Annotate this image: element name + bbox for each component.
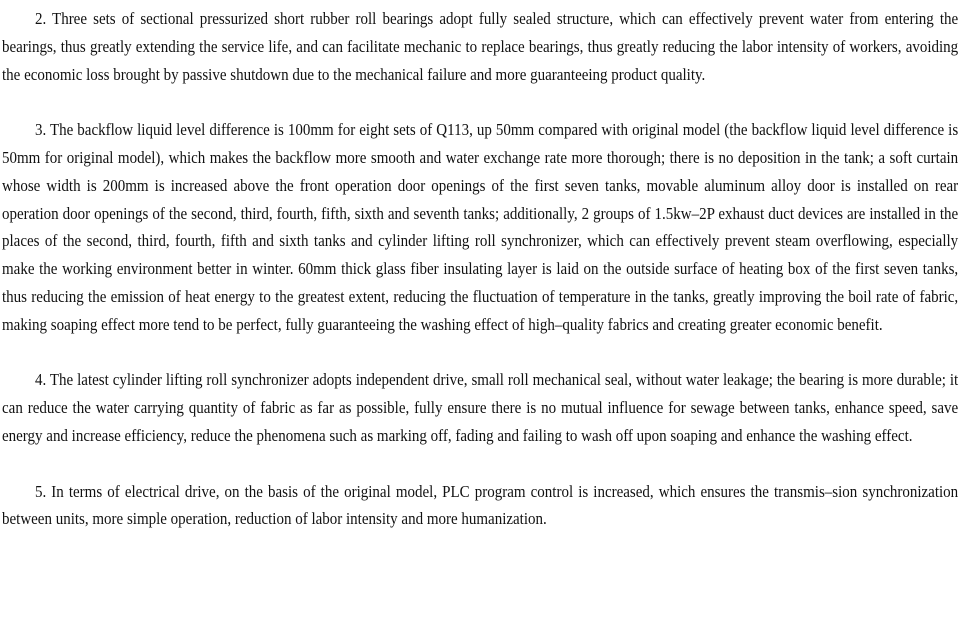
paragraph-item-4: 4. The latest cylinder lifting roll synchronizer adopts independent drive, small roll mechanical seal, without water leakage; the bearing is more durable; it can reduce the water carrying quantity of fabric as far as possible, fully ensure there is no mutual influence for sewage between tanks, enhance speed, save energy and increase efficiency, reduce the phenomena such as marking off, fading and failing to wash off upon soaping and enhance the washing effect. <box>2 370 959 445</box>
paragraph-item-2: 2. Three sets of sectional pressurized short rubber roll bearings adopt fully sealed structure, which can effectively prevent water from entering the bearings, thus greatly extending the service life, and can facilitate mechanic to replace bearings, thus greatly reducing the labor intensity of workers, avoiding the economic loss brought by passive shutdown due to the mechanical failure and more guaranteeing product quality. <box>2 9 959 84</box>
paragraph-item-3: 3. The backflow liquid level difference is 100mm for eight sets of Q113, up 50mm compared with original model (the backflow liquid level difference is 50mm for original model), which makes the backflow more smooth and water exchange rate more thorough; there is no deposition in the tank; a soft curtain whose width is 200mm is increased above the front operation door openings of the first seven tanks, movable aluminum alloy door is installed on rear operation door openings of the second, third, fourth, fifth, sixth and seventh tanks; additionally, 2 groups of 1.5kw–2P exhaust duct devices are installed in the places of the second, third, fourth, fifth and sixth tanks and cylinder lifting roll synchronizer, which can effectively prevent steam overflowing, especially make the working environment better in winter. 60mm thick glass fiber insulating layer is laid on the outside surface of heating box of the first seven tanks, thus reducing the emission of heat energy to the greatest extent, reducing the fluctuation of temperature in the tanks, greatly improving the boil rate of fabric, making soaping effect more tend to be perfect, fully guaranteeing the washing effect of high–quality fabrics and creating greater economic benefit. <box>2 120 959 334</box>
paragraph-item-5: 5. In terms of electrical drive, on the basis of the original model, PLC program control is increased, which ensures the transmis–sion synchronization between units, more simple operation, reduction of labor intensity and more humanization. <box>2 481 959 529</box>
document-body <box>2 5 958 561</box>
